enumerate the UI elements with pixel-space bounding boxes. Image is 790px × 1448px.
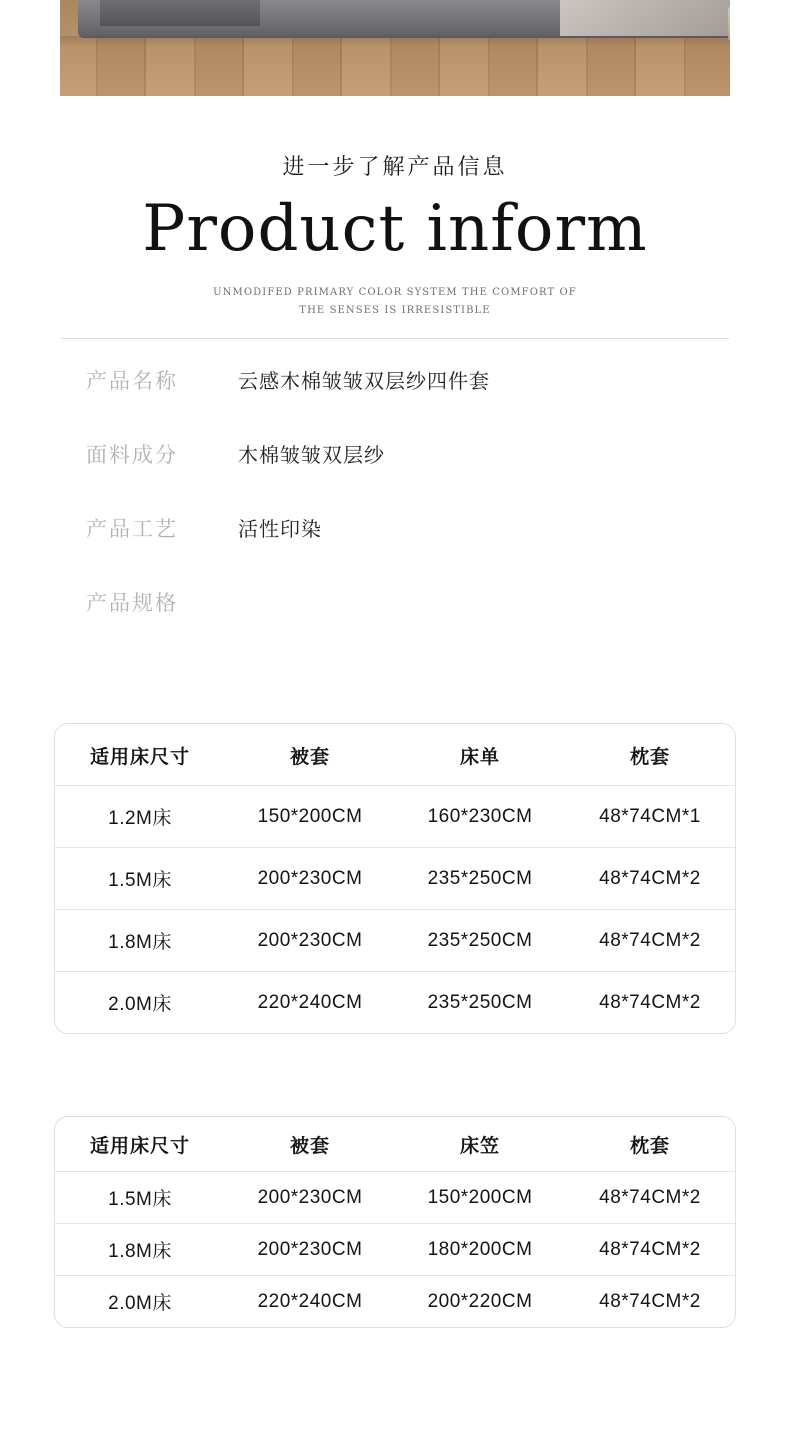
table-cell: 2.0M床 [108, 994, 172, 1015]
table-header-cell: 床单 [395, 724, 565, 786]
table-cell: 48*74CM*2 [565, 910, 735, 972]
spec-label: 产品工艺 [86, 518, 178, 541]
size-table-fitted-table [55, 1117, 735, 1327]
bottom-spacer [0, 1328, 790, 1448]
spec-row [86, 513, 790, 587]
table-cell: 48*74CM*2 [565, 848, 735, 910]
table-cell: 48*74CM*1 [565, 786, 735, 848]
table-header-cell: 枕套 [565, 1117, 735, 1172]
table-header-cell: 适用床尺寸 [55, 1117, 225, 1172]
section-heading [0, 96, 790, 316]
spec-row [86, 587, 790, 661]
table-cell: 1.5M床 [55, 848, 225, 910]
table-cell: 235*250CM [395, 910, 565, 972]
table-cell: 2.0M床 [108, 1293, 172, 1314]
table-cell: 1.2M床 [55, 786, 225, 848]
table-row [55, 1172, 735, 1224]
table-header-cell: 适用床尺寸 [55, 724, 225, 786]
table-header-row [55, 1117, 735, 1172]
table-header-cell: 枕套 [565, 724, 735, 786]
table-cell: 48*74CM*2 [565, 1172, 735, 1224]
table-cell: 150*200CM [395, 1172, 565, 1224]
table-cell: 200*220CM [427, 1290, 533, 1312]
spec-label: 产品名称 [86, 370, 178, 393]
table-header-cell: 被套 [225, 724, 395, 786]
table-row [55, 786, 735, 848]
spec-value: 活性印染 [238, 519, 322, 541]
table-cell: 48*74CM*2 [565, 1224, 735, 1276]
spec-value: 木棉皱皱双层纱 [238, 445, 385, 467]
left-margin-mask [0, 0, 60, 96]
table-header-cell: 床笠 [395, 1117, 565, 1172]
floor-shadow [60, 36, 760, 46]
table-header-row [55, 724, 735, 786]
table-cell: 200*230CM [225, 848, 395, 910]
table-row [55, 1276, 735, 1328]
table-row [55, 972, 735, 1034]
table-cell: 235*250CM [395, 848, 565, 910]
table-cell: 200*230CM [225, 910, 395, 972]
heading-en-title: Product inform [142, 192, 648, 266]
table-cell: 180*200CM [395, 1224, 565, 1276]
heading-divider [61, 338, 729, 339]
table-cell: 235*250CM [427, 991, 533, 1013]
heading-en-subtitle [0, 287, 790, 316]
size-table-sheet-table [55, 724, 735, 1033]
table-row [55, 910, 735, 972]
table-header-cell: 被套 [225, 1117, 395, 1172]
bed-lace-detail [100, 0, 260, 26]
hero-photo-band [0, 0, 790, 96]
table-cell: 220*240CM [257, 1290, 363, 1312]
heading-en-subtitle-line2: THE SENSES IS IRRESISTIBLE [299, 305, 491, 316]
table-cell: 1.5M床 [55, 1172, 225, 1224]
bed-throw-blanket [560, 0, 750, 36]
table-cell: 200*230CM [225, 1224, 395, 1276]
table-cell: 200*230CM [225, 1172, 395, 1224]
size-table-sheet [54, 723, 736, 1034]
table-cell: 150*200CM [225, 786, 395, 848]
heading-en-subtitle-line1: UNMODIFED PRIMARY COLOR SYSTEM THE COMFORT OF [213, 287, 577, 298]
size-table-fitted [54, 1116, 736, 1328]
table-cell: 220*240CM [257, 991, 363, 1013]
table-cell: 48*74CM*2 [599, 991, 701, 1013]
table-row [55, 1224, 735, 1276]
table-cell: 1.8M床 [55, 1224, 225, 1276]
spec-list [0, 365, 790, 661]
spec-row [86, 365, 790, 439]
spec-label: 产品规格 [86, 592, 178, 615]
heading-cn-title: 进一步了解产品信息 [282, 154, 508, 179]
table-cell: 48*74CM*2 [599, 1290, 701, 1312]
spec-value: 云感木棉皱皱双层纱四件套 [238, 371, 490, 393]
right-margin-mask [730, 0, 790, 96]
table-cell: 1.8M床 [55, 910, 225, 972]
spec-row [86, 439, 790, 513]
table-row [55, 848, 735, 910]
table-cell: 160*230CM [395, 786, 565, 848]
spec-label: 面料成分 [86, 444, 178, 467]
